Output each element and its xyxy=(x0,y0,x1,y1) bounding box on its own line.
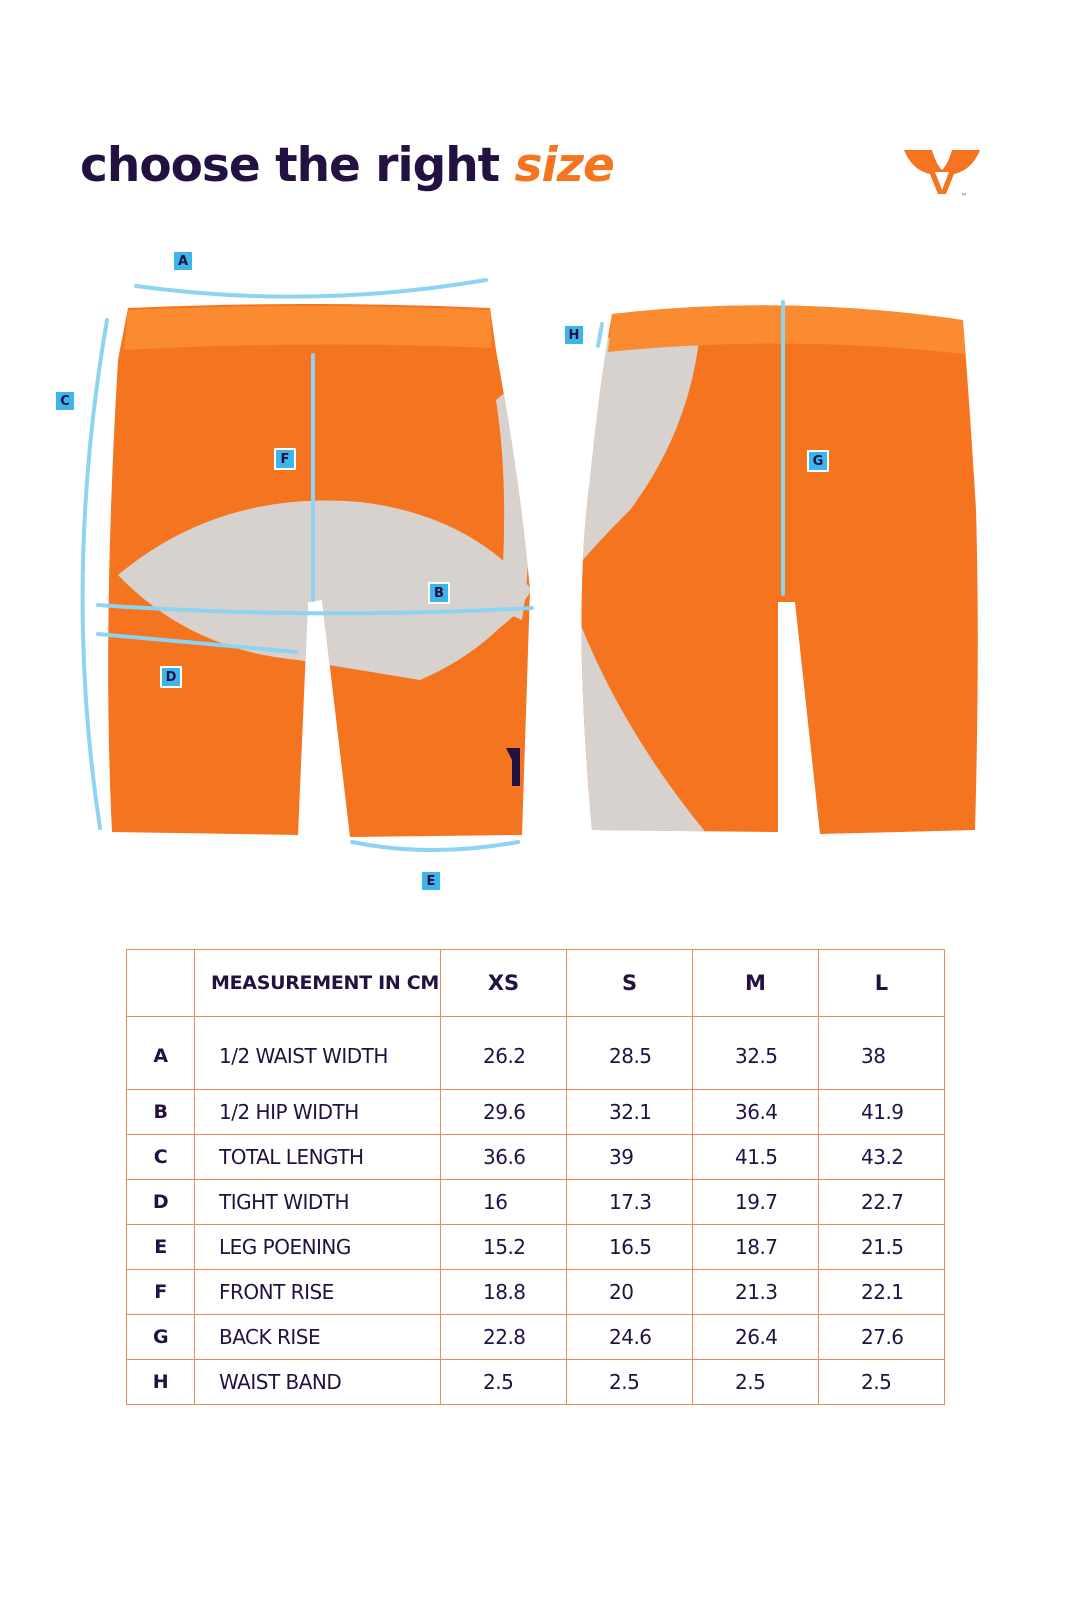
label-f: F xyxy=(274,448,296,470)
cell-s: 2.5 xyxy=(567,1360,693,1405)
cell-s: 17.3 xyxy=(567,1180,693,1225)
row-key: G xyxy=(127,1315,195,1360)
cell-l: 22.7 xyxy=(819,1180,945,1225)
cell-s: 20 xyxy=(567,1270,693,1315)
title-main: choose the right xyxy=(80,138,500,193)
cell-m: 18.7 xyxy=(693,1225,819,1270)
cell-l: 27.6 xyxy=(819,1315,945,1360)
row-key: A xyxy=(127,1017,195,1090)
cell-xs: 16 xyxy=(441,1180,567,1225)
cell-l: 21.5 xyxy=(819,1225,945,1270)
table-row xyxy=(127,1360,945,1405)
table-row xyxy=(127,1090,945,1135)
front-shorts xyxy=(90,290,550,850)
row-measurement: 1/2 WAIST WIDTH xyxy=(195,1017,441,1090)
shorts-illustration xyxy=(0,230,1067,910)
cell-l: 38 xyxy=(819,1017,945,1090)
table-row xyxy=(127,1017,945,1090)
cell-m: 32.5 xyxy=(693,1017,819,1090)
label-h: H xyxy=(563,324,585,346)
label-a: A xyxy=(172,250,194,272)
cell-s: 32.1 xyxy=(567,1090,693,1135)
page-title xyxy=(80,138,614,193)
row-key: D xyxy=(127,1180,195,1225)
table-row xyxy=(127,1315,945,1360)
header-size-s: S xyxy=(567,950,693,1017)
table-row xyxy=(127,1180,945,1225)
header-size-m: M xyxy=(693,950,819,1017)
row-key: C xyxy=(127,1135,195,1180)
cell-l: 43.2 xyxy=(819,1135,945,1180)
cell-s: 39 xyxy=(567,1135,693,1180)
header-key-cell xyxy=(127,950,195,1017)
trademark-mark: ™ xyxy=(961,193,967,200)
size-chart-table xyxy=(126,949,945,1405)
cell-s: 16.5 xyxy=(567,1225,693,1270)
cell-xs: 22.8 xyxy=(441,1315,567,1360)
cell-xs: 15.2 xyxy=(441,1225,567,1270)
cell-xs: 26.2 xyxy=(441,1017,567,1090)
header-size-xs: XS xyxy=(441,950,567,1017)
label-e: E xyxy=(420,870,442,892)
measure-line-c xyxy=(83,320,107,828)
label-g: G xyxy=(807,450,829,472)
cell-l: 2.5 xyxy=(819,1360,945,1405)
table-row xyxy=(127,1135,945,1180)
brand-bird-icon xyxy=(902,148,982,200)
back-shorts xyxy=(570,290,990,850)
cell-s: 28.5 xyxy=(567,1017,693,1090)
table-row xyxy=(127,1225,945,1270)
table-header-row xyxy=(127,950,945,1017)
measure-line-a xyxy=(136,280,486,297)
cell-xs: 36.6 xyxy=(441,1135,567,1180)
cell-m: 2.5 xyxy=(693,1360,819,1405)
cell-m: 19.7 xyxy=(693,1180,819,1225)
label-b: B xyxy=(428,582,450,604)
cell-m: 41.5 xyxy=(693,1135,819,1180)
row-measurement: 1/2 HIP WIDTH xyxy=(195,1090,441,1135)
row-key: E xyxy=(127,1225,195,1270)
measure-line-h xyxy=(598,324,602,346)
row-measurement: FRONT RISE xyxy=(195,1270,441,1315)
row-key: H xyxy=(127,1360,195,1405)
row-measurement: WAIST BAND xyxy=(195,1360,441,1405)
cell-xs: 2.5 xyxy=(441,1360,567,1405)
cell-xs: 18.8 xyxy=(441,1270,567,1315)
cell-l: 41.9 xyxy=(819,1090,945,1135)
table-row xyxy=(127,1270,945,1315)
cell-m: 36.4 xyxy=(693,1090,819,1135)
cell-s: 24.6 xyxy=(567,1315,693,1360)
row-key: B xyxy=(127,1090,195,1135)
cell-xs: 29.6 xyxy=(441,1090,567,1135)
size-diagram xyxy=(0,230,1067,910)
header-measurement: MEASUREMENT IN CM xyxy=(195,950,441,1017)
cell-l: 22.1 xyxy=(819,1270,945,1315)
measure-line-e xyxy=(352,842,518,850)
row-measurement: BACK RISE xyxy=(195,1315,441,1360)
label-d: D xyxy=(160,666,182,688)
cell-m: 21.3 xyxy=(693,1270,819,1315)
row-measurement: LEG POENING xyxy=(195,1225,441,1270)
header-size-l: L xyxy=(819,950,945,1017)
row-measurement: TIGHT WIDTH xyxy=(195,1180,441,1225)
title-accent: size xyxy=(514,138,614,193)
label-c: C xyxy=(54,390,76,412)
cell-m: 26.4 xyxy=(693,1315,819,1360)
row-measurement: TOTAL LENGTH xyxy=(195,1135,441,1180)
row-key: F xyxy=(127,1270,195,1315)
